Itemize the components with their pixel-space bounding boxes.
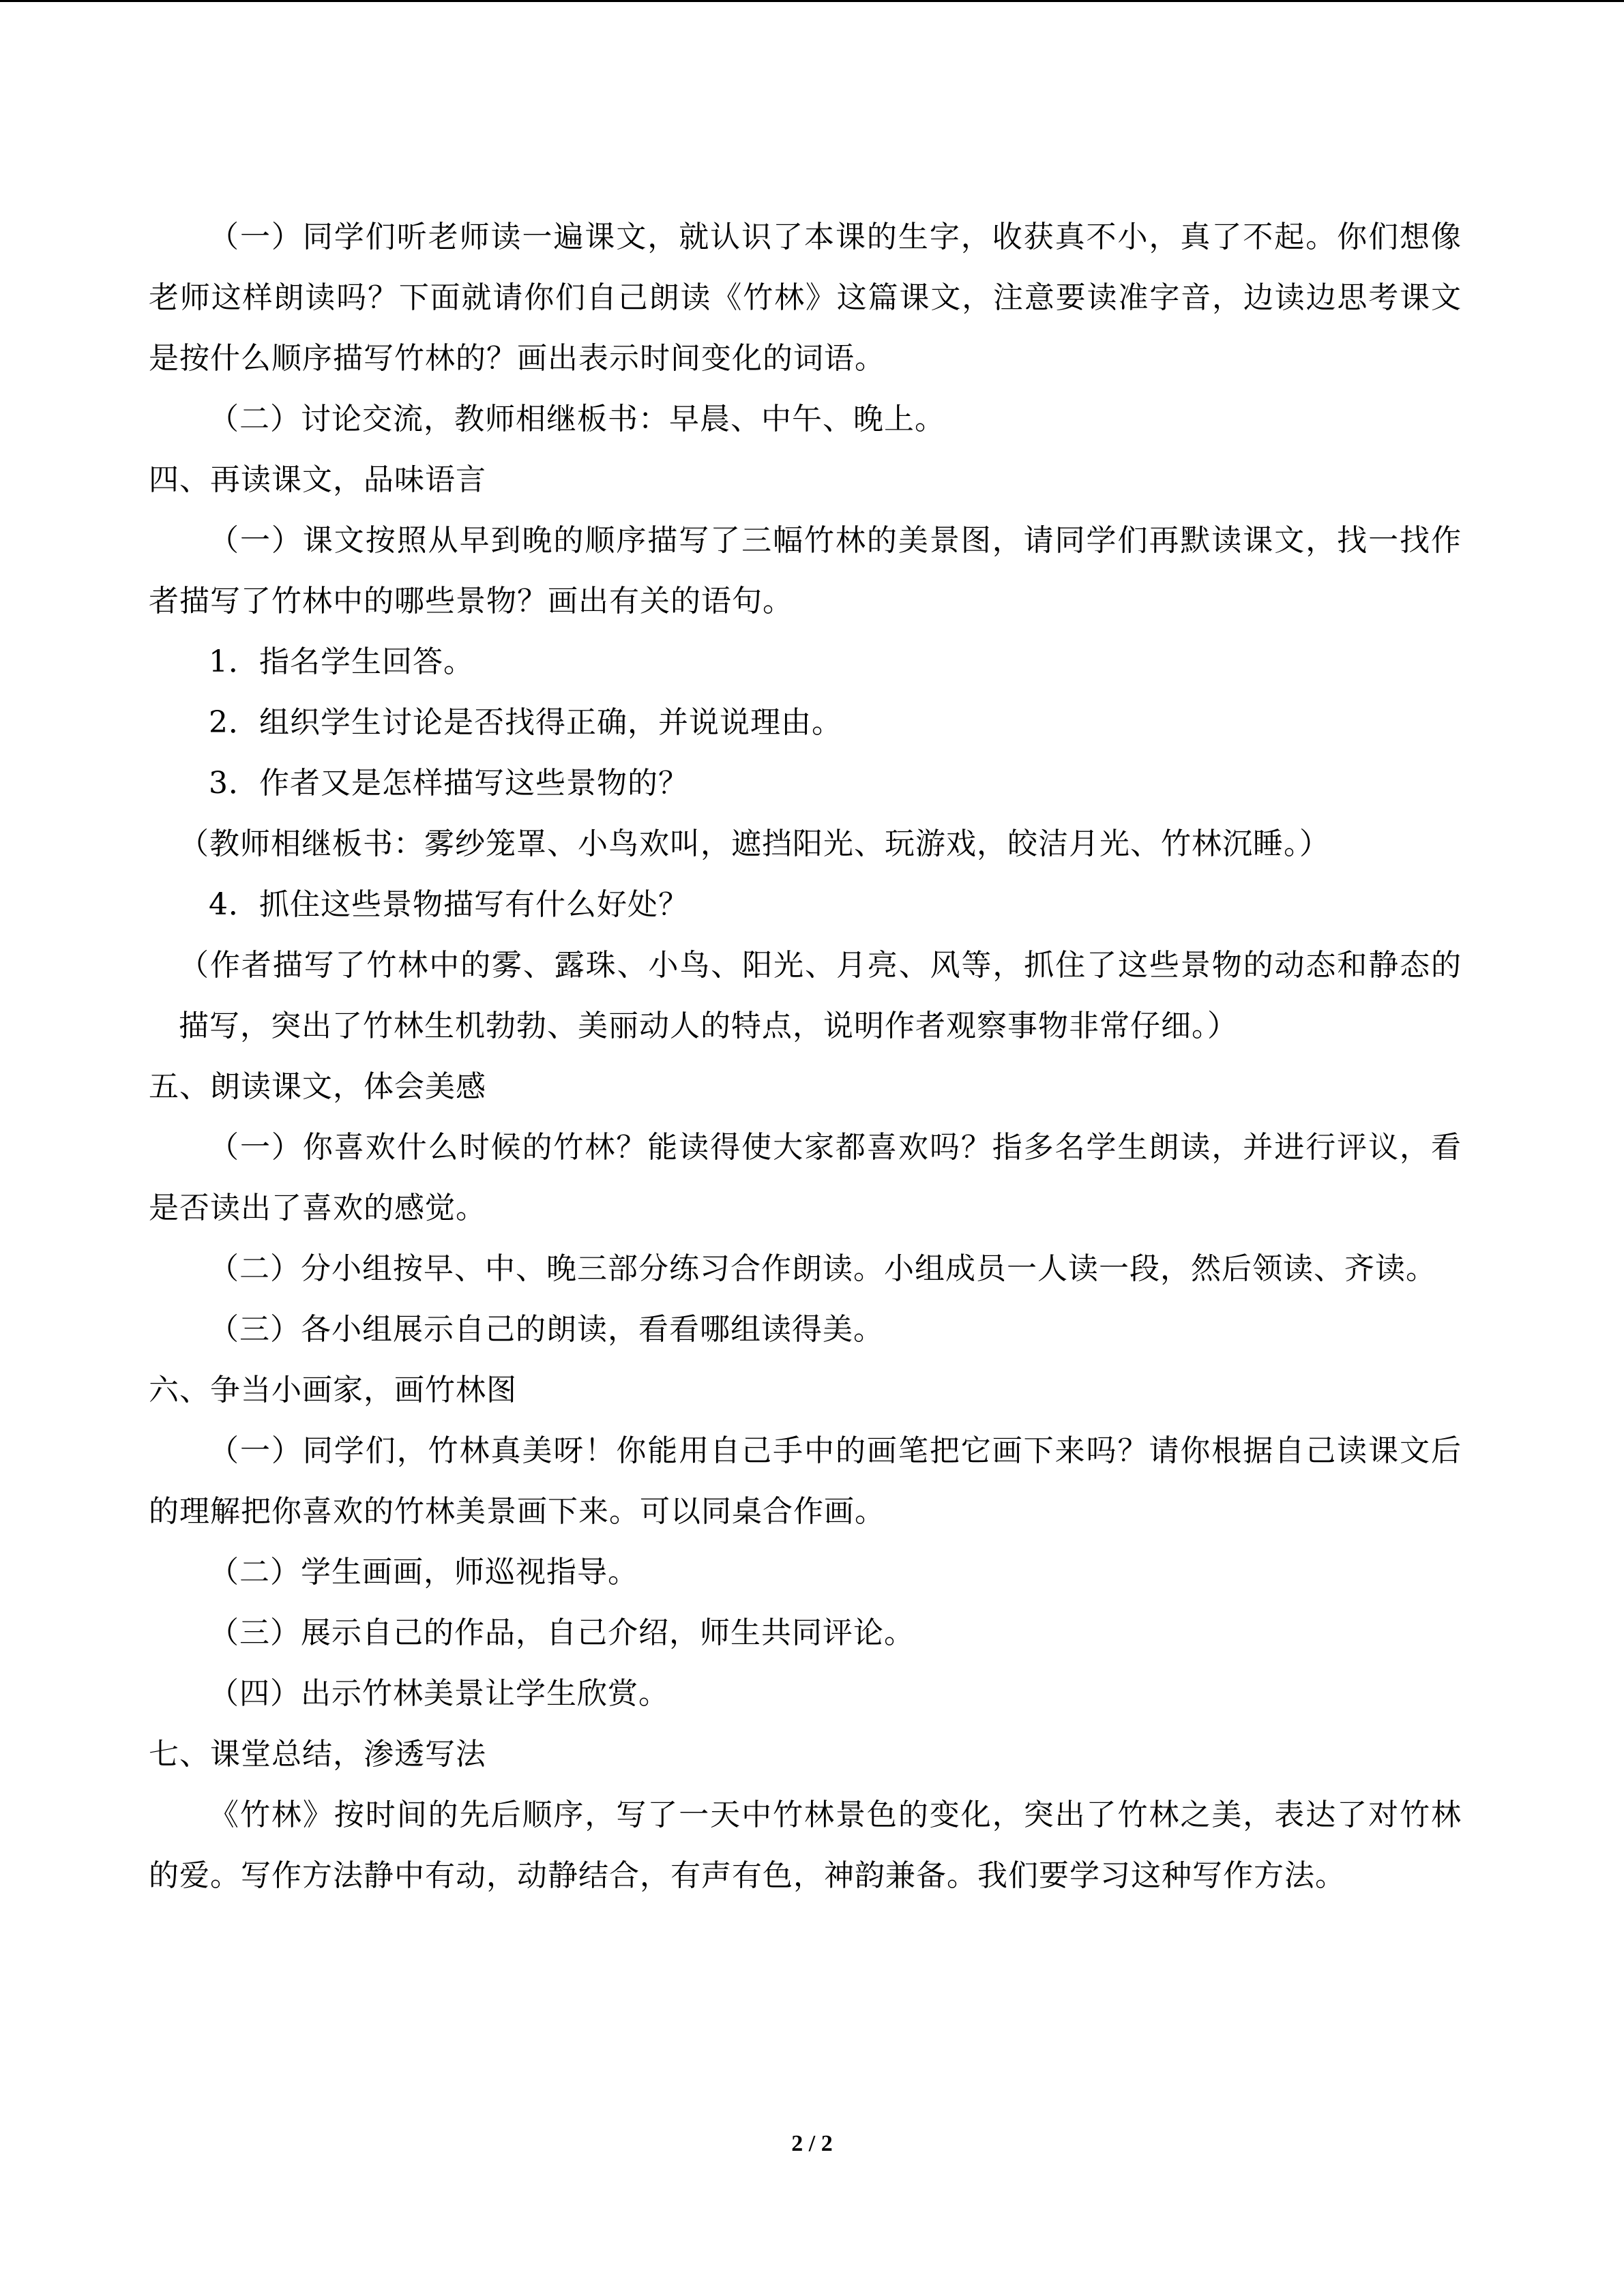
section-heading-7: 七、课堂总结，渗透写法 [149,1737,486,1772]
paragraph-silent-reading: （一）课文按照从早到晚的顺序描写了三幅竹林的美景图，请同学们再默读课文，找一找作者描写了竹林中的哪些景物？画出有关的语句。 [149,523,1462,618]
list-item-2: 2．组织学生讨论是否找得正确，并说说理由。 [209,705,842,740]
paragraph-summary: 《竹林》按时间的先后顺序，写了一天中竹林景色的变化，突出了竹林之美，表达了对竹林的爱。写作方法静中有动，动静结合，有声有色，神韵兼备。我们要学习这种写作方法。 [149,1798,1462,1893]
paragraph-group-show: （三）各小组展示自己的朗读，看看哪组读得美。 [209,1312,884,1347]
paragraph-listen-and-read: （一）同学们听老师读一遍课文，就认识了本课的生字，收获真不小，真了不起。你们想像老师这样朗读吗？下面就请你们自己朗读《竹林》这篇课文，注意要读准字音，边读边思考课文是按什么顺序描写竹林的？画出表示时间变化的词语。 [149,220,1462,376]
note-blackboard: （教师相继板书：雾纱笼罩、小鸟欢叫，遮挡阳光、玩游戏，皎洁月光、竹林沉睡。） [179,826,1330,861]
list-item-1: 1．指名学生回答。 [209,644,474,679]
paragraph-show-works: （三）展示自己的作品，自己介绍，师生共同评论。 [209,1615,915,1650]
section-heading-5: 五、朗读课文，体会美感 [149,1069,486,1104]
paragraph-appreciate: （四）出示竹林美景让学生欣赏。 [209,1676,669,1711]
page-number: 2 / 2 [791,2131,833,2156]
paragraph-discussion: （二）讨论交流，教师相继板书：早晨、中午、晚上。 [209,402,945,436]
document-body [149,207,1462,1906]
note-author-description: （作者描写了竹林中的雾、露珠、小鸟、阳光、月亮、风等，抓住了这些景物的动态和静态的描写，突出了竹林生机勃勃、美丽动人的特点，说明作者观察事物非常仔细。） [179,948,1462,1043]
paragraph-favorite-time: （一）你喜欢什么时候的竹林？能读得使大家都喜欢吗？指多名学生朗读，并进行评议，看是否读出了喜欢的感觉。 [149,1130,1462,1225]
paragraph-draw-bamboo: （一）同学们，竹林真美呀！你能用自己手中的画笔把它画下来吗？请你根据自己读课文后的理解把你喜欢的竹林美景画下来。可以同桌合作画。 [149,1433,1462,1529]
paragraph-students-draw: （二）学生画画，师巡视指导。 [209,1555,638,1590]
section-heading-6: 六、争当小画家，画竹林图 [149,1373,517,1407]
list-item-4: 4．抓住这些景物描写有什么好处？ [209,887,689,922]
paragraph-group-reading: （二）分小组按早、中、晚三部分练习合作朗读。小组成员一人读一段，然后领读、齐读。 [209,1251,1436,1286]
list-item-3: 3．作者又是怎样描写这些景物的？ [209,766,689,801]
section-heading-4: 四、再读课文，品味语言 [149,462,486,497]
